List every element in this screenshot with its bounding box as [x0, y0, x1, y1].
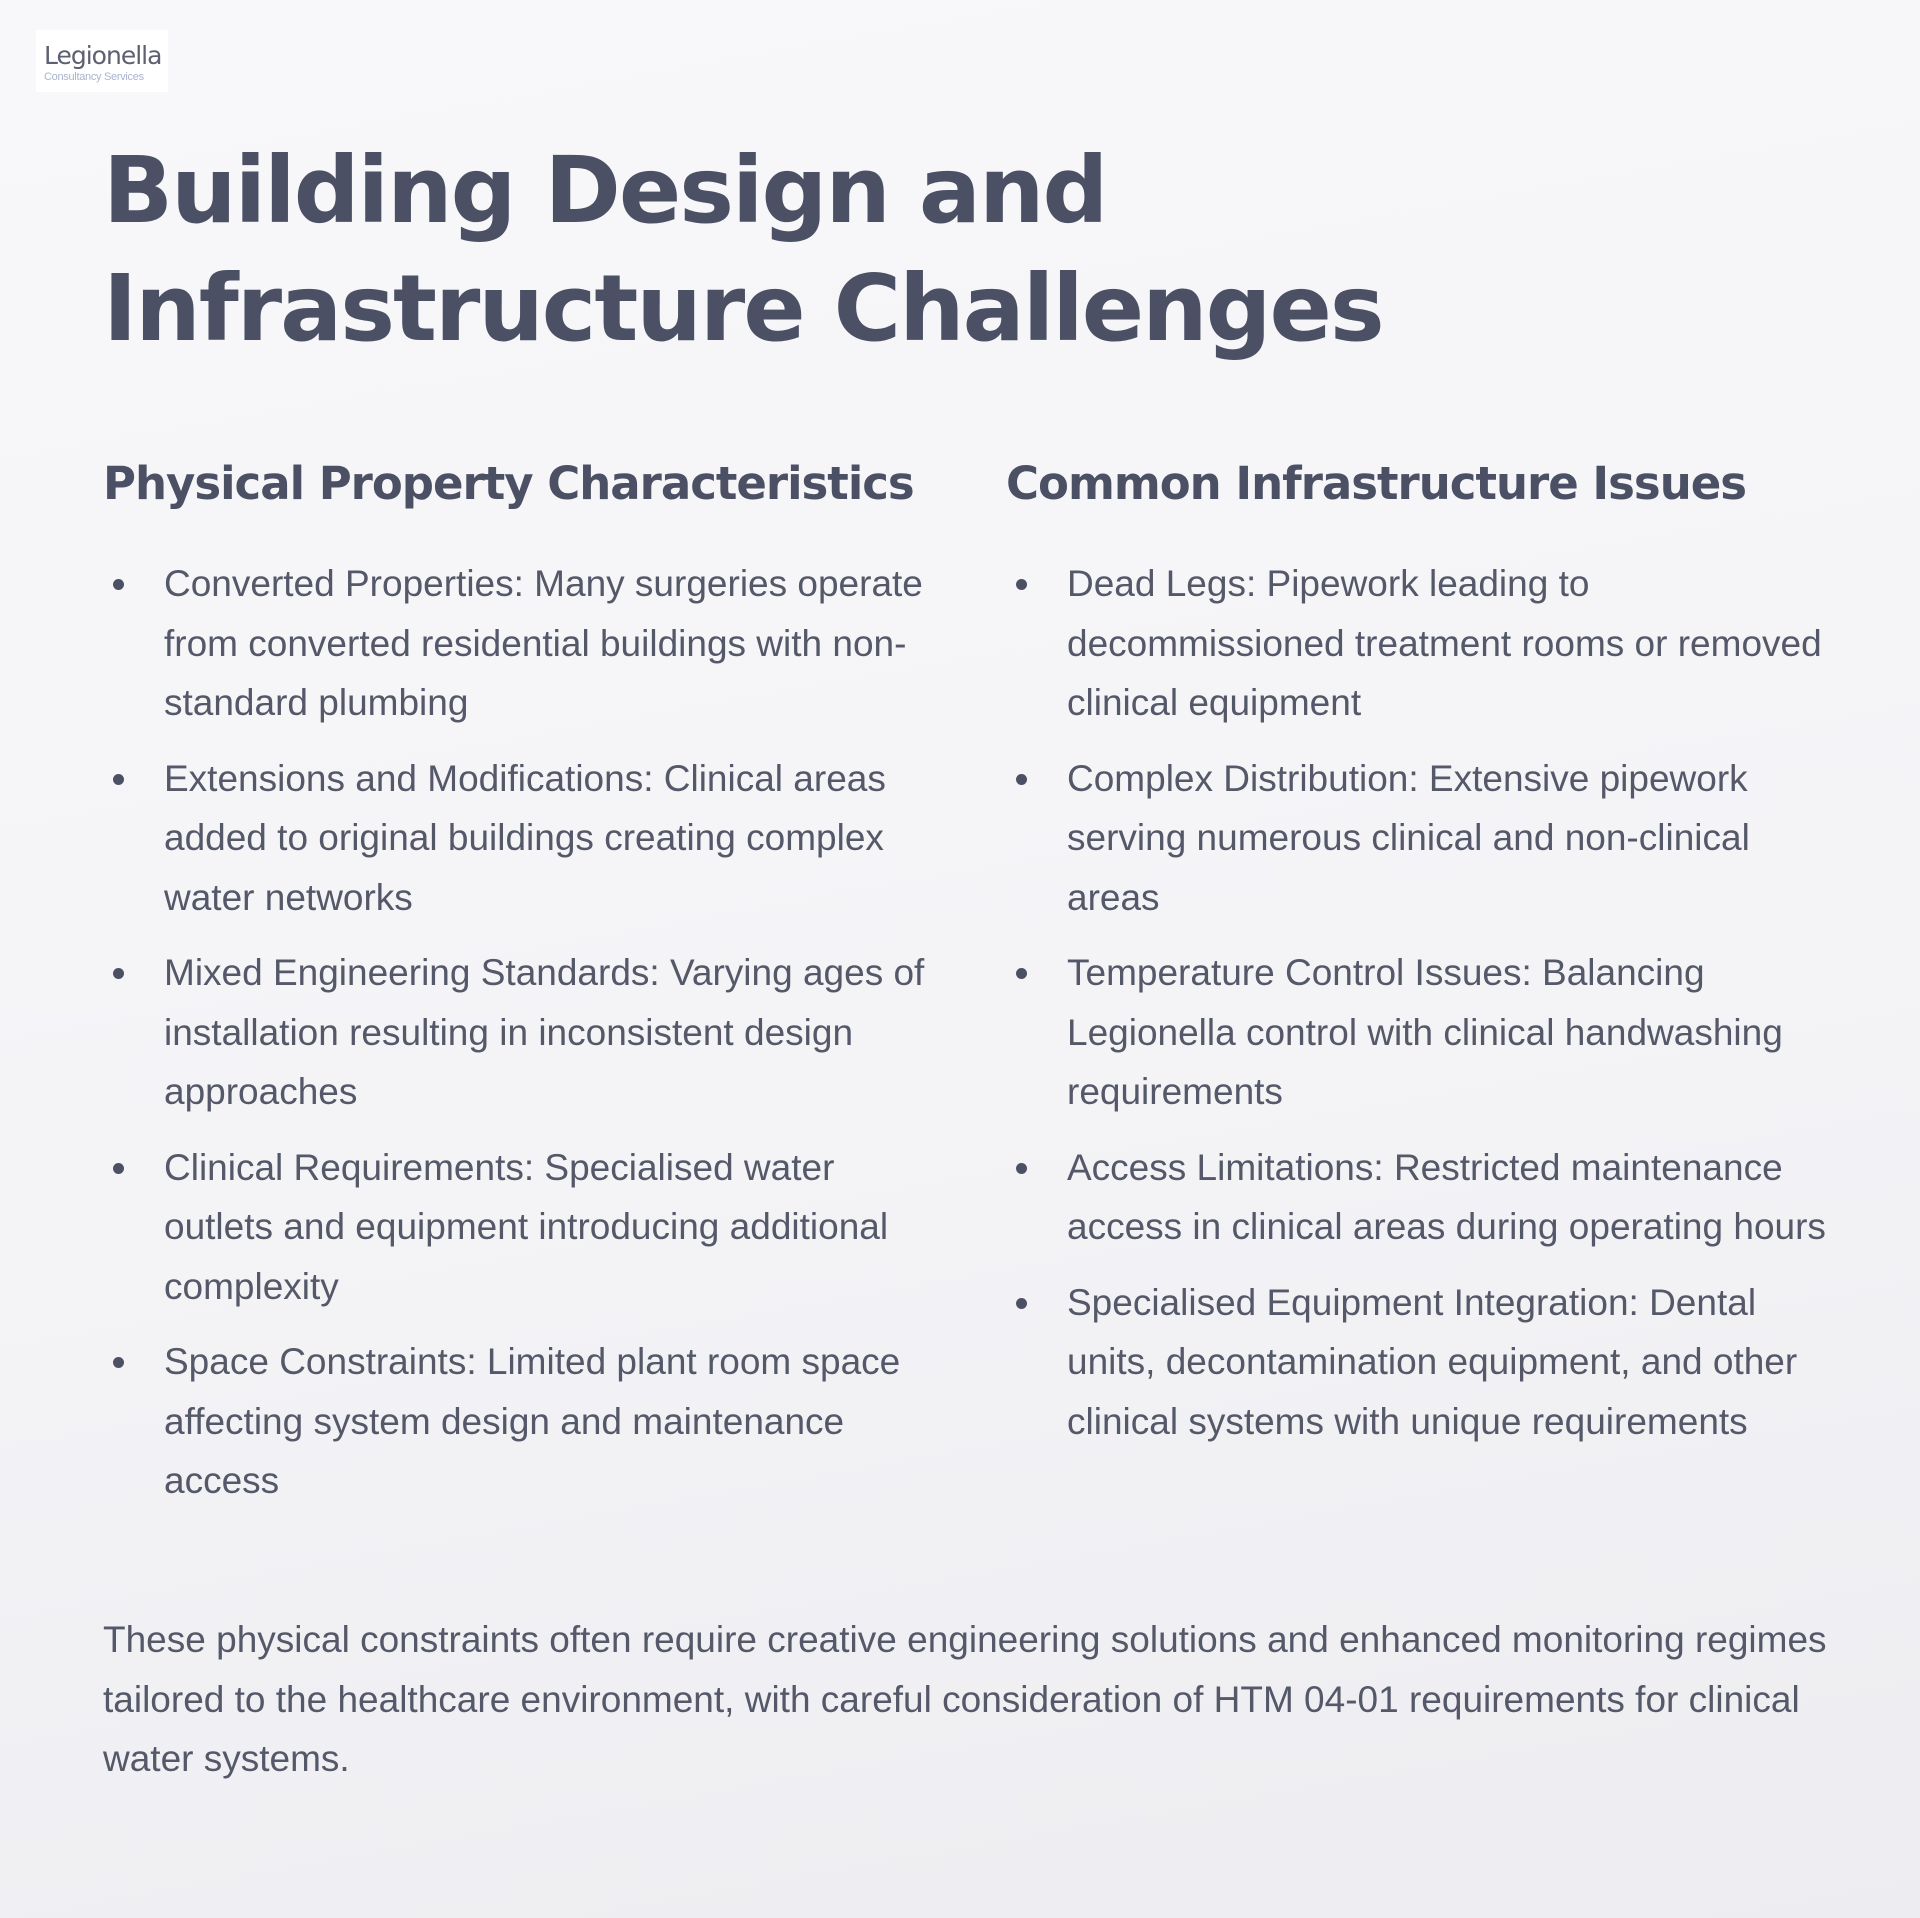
- physical-characteristics-section: [103, 452, 933, 1527]
- list-item: [103, 749, 933, 928]
- list-item-text: Clinical Requirements: Specialised water outlets and equipment introducing additional complexity: [164, 1146, 889, 1307]
- infrastructure-issues-section: [1006, 452, 1836, 1467]
- list-item: [103, 943, 933, 1122]
- bullet-dot-icon: [1016, 1298, 1027, 1309]
- list-item-text: Space Constraints: Limited plant room space affecting system design and maintenance access: [164, 1341, 901, 1501]
- list-item: [1006, 749, 1836, 928]
- list-item-text: Access Limitations: Restricted maintenance access in clinical areas during operating hours: [1067, 1146, 1826, 1247]
- list-item: [103, 554, 933, 733]
- page-title: Building Design and Infrastructure Challenges: [103, 137, 1383, 362]
- list-item-text: Dead Legs: Pipework leading to decommissioned treatment rooms or removed clinical equipment: [1067, 563, 1822, 723]
- section-heading: Common Infrastructure Issues: [1006, 457, 1747, 510]
- list-item-text: Mixed Engineering Standards: Varying ages of installation resulting in inconsistent design approaches: [164, 952, 925, 1112]
- list-item-text: Extensions and Modifications: Clinical areas added to original buildings creating complex water networks: [164, 757, 886, 918]
- list-item: [1006, 1138, 1836, 1257]
- list-item-text: Specialised Equipment Integration: Dental units, decontamination equipment, and other clinical systems with unique requirements: [1067, 1281, 1798, 1442]
- list-item: [1006, 1273, 1836, 1452]
- list-item: [1006, 554, 1836, 733]
- logo-tagline: Consultancy Services: [44, 71, 144, 83]
- conclusion-paragraph: These physical constraints often require creative engineering solutions and enhanced monitoring regimes tailored to the healthcare environment, with careful consideration of HTM 04-01 requirements for clinical water systems.: [103, 1619, 1827, 1779]
- list-item: [103, 1138, 933, 1317]
- list-item: [103, 1332, 933, 1511]
- bullet-list: [1006, 554, 1836, 1451]
- logo-wordmark: Legionella: [44, 41, 162, 70]
- bullet-dot-icon: [113, 579, 124, 590]
- bullet-dot-icon: [1016, 1163, 1027, 1174]
- list-item-text: Temperature Control Issues: Balancing Legionella control with clinical handwashing requirements: [1067, 952, 1783, 1112]
- bullet-list: [103, 554, 933, 1511]
- company-logo: [36, 30, 168, 92]
- section-heading: Physical Property Characteristics: [103, 457, 914, 510]
- list-item: [1006, 943, 1836, 1122]
- bullet-dot-icon: [1016, 579, 1027, 590]
- bullet-dot-icon: [113, 968, 124, 979]
- bullet-dot-icon: [113, 774, 124, 785]
- bullet-dot-icon: [1016, 968, 1027, 979]
- list-item-text: Complex Distribution: Extensive pipework serving numerous clinical and non-clinical areas: [1067, 757, 1750, 918]
- bullet-dot-icon: [1016, 774, 1027, 785]
- list-item-text: Converted Properties: Many surgeries operate from converted residential buildings with non-standard plumbing: [164, 563, 923, 723]
- bullet-dot-icon: [113, 1357, 124, 1368]
- bullet-dot-icon: [113, 1163, 124, 1174]
